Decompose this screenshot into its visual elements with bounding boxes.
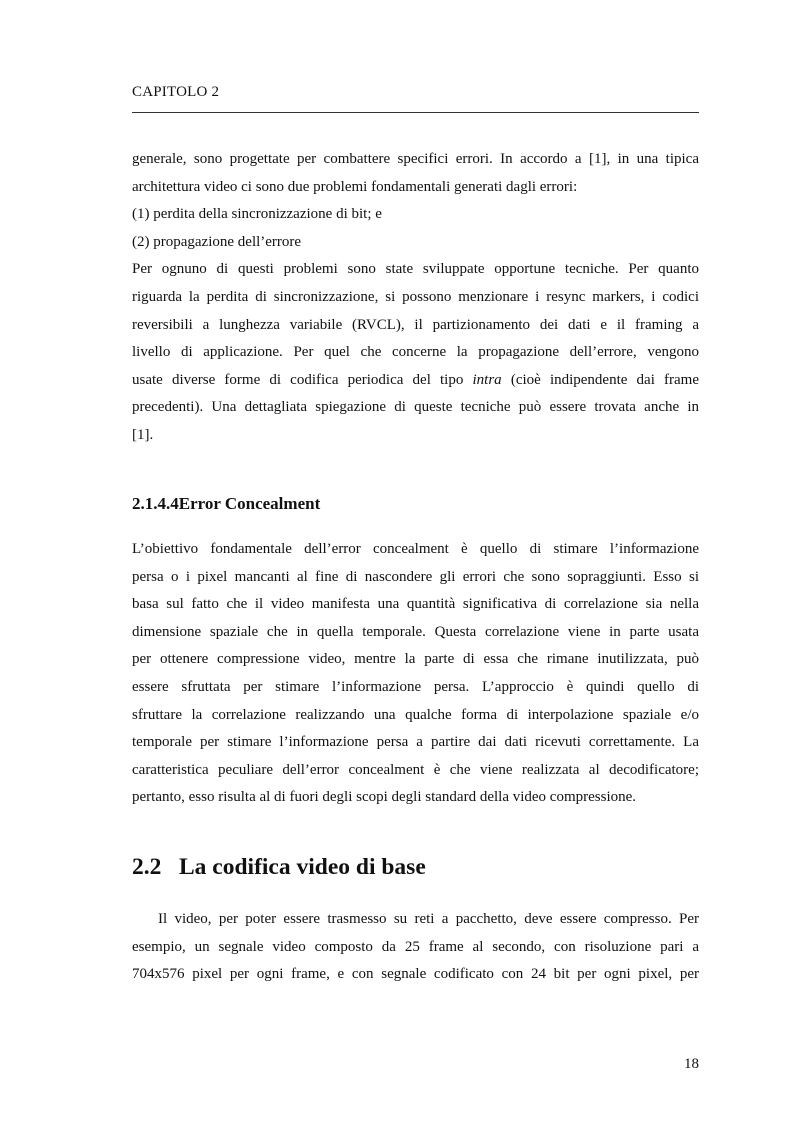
text-line: [1].: [132, 426, 154, 443]
text-line: 704x576 pixel per ogni frame, e con segnale codificato con 24 bit per ogni pixel, per: [132, 966, 699, 983]
running-head: CAPITOLO 2: [132, 84, 220, 100]
text-line: architettura video ci sono due problemi fondamentali generati dagli errori:: [132, 178, 578, 195]
text-line: basa sul fatto che il video manifesta una quantità significativa di correlazione sia nella: [132, 596, 699, 613]
section-number: 2.2: [132, 854, 162, 880]
text-segment: (cioè indipendente dai frame: [501, 371, 699, 388]
list-item: (1) perdita della sincronizzazione di bit; e: [132, 206, 382, 223]
text-line: riguarda la perdita di sincronizzazione, si possono menzionare i resync markers, i codici: [132, 288, 699, 305]
header-rule: [132, 112, 699, 113]
text-line: Il video, per poter essere trasmesso su reti a pacchetto, deve essere compresso. Per: [158, 911, 699, 927]
paragraph-video-coding: [132, 906, 699, 989]
text-line: L’obiettivo fondamentale dell’error concealment è quello di stimare l’informazione: [132, 541, 699, 557]
section-heading: [132, 854, 426, 881]
text-line: reversibili a lunghezza variabile (RVCL), il partizionamento dei dati e il framing a: [132, 316, 699, 333]
subsection-heading: 2.1.4.4Error Concealment: [132, 494, 321, 513]
text-segment: usate diverse forme di codifica periodica del tipo: [132, 371, 473, 388]
section-title: La codifica video di base: [179, 854, 426, 880]
paragraph-error-concealment: [132, 536, 699, 812]
text-line: Per ognuno di questi problemi sono state sviluppate opportune tecniche. Per quanto: [132, 261, 699, 278]
list-item: (2) propagazione dell’errore: [132, 233, 302, 250]
paragraph-error-resilience: [132, 146, 699, 450]
text-line: sfruttare la correlazione realizzando una qualche forma di interpolazione spaziale e/o: [132, 706, 699, 723]
text-line: esempio, un segnale video composto da 25 frame al secondo, con risoluzione pari a: [132, 938, 699, 955]
page-number: 18: [684, 1056, 699, 1072]
text-line: persa o i pixel mancanti al fine di nascondere gli errori che sono sopraggiunti. Esso si: [132, 568, 699, 585]
text-line: livello di applicazione. Per quel che concerne la propagazione dell’errore, vengono: [132, 344, 699, 361]
italic-term: intra: [472, 371, 502, 388]
text-line: per ottenere compressione video, mentre la parte di essa che rimane inutilizzata, può: [132, 651, 699, 668]
text-line: pertanto, esso risulta al di fuori degli scopi degli standard della video compressione.: [132, 789, 637, 806]
text-line-intra: [132, 367, 699, 395]
text-line: precedenti). Una dettagliata spiegazione di queste tecniche può essere trovata anche in: [132, 399, 699, 416]
text-line: caratteristica peculiare dell’error concealment è che viene realizzata al decodificatore;: [132, 761, 699, 778]
text-line: essere sfruttata per stimare l’informazione persa. L’approccio è quindi quello di: [132, 678, 699, 695]
text-line: dimensione spaziale che in quella temporale. Questa correlazione viene in parte usata: [132, 623, 699, 640]
text-line: generale, sono progettate per combattere specifici errori. In accordo a [1], in una tipica: [132, 151, 699, 167]
text-line: temporale per stimare l’informazione persa a partire dai dati ricevuti correttamente. La: [132, 734, 699, 751]
